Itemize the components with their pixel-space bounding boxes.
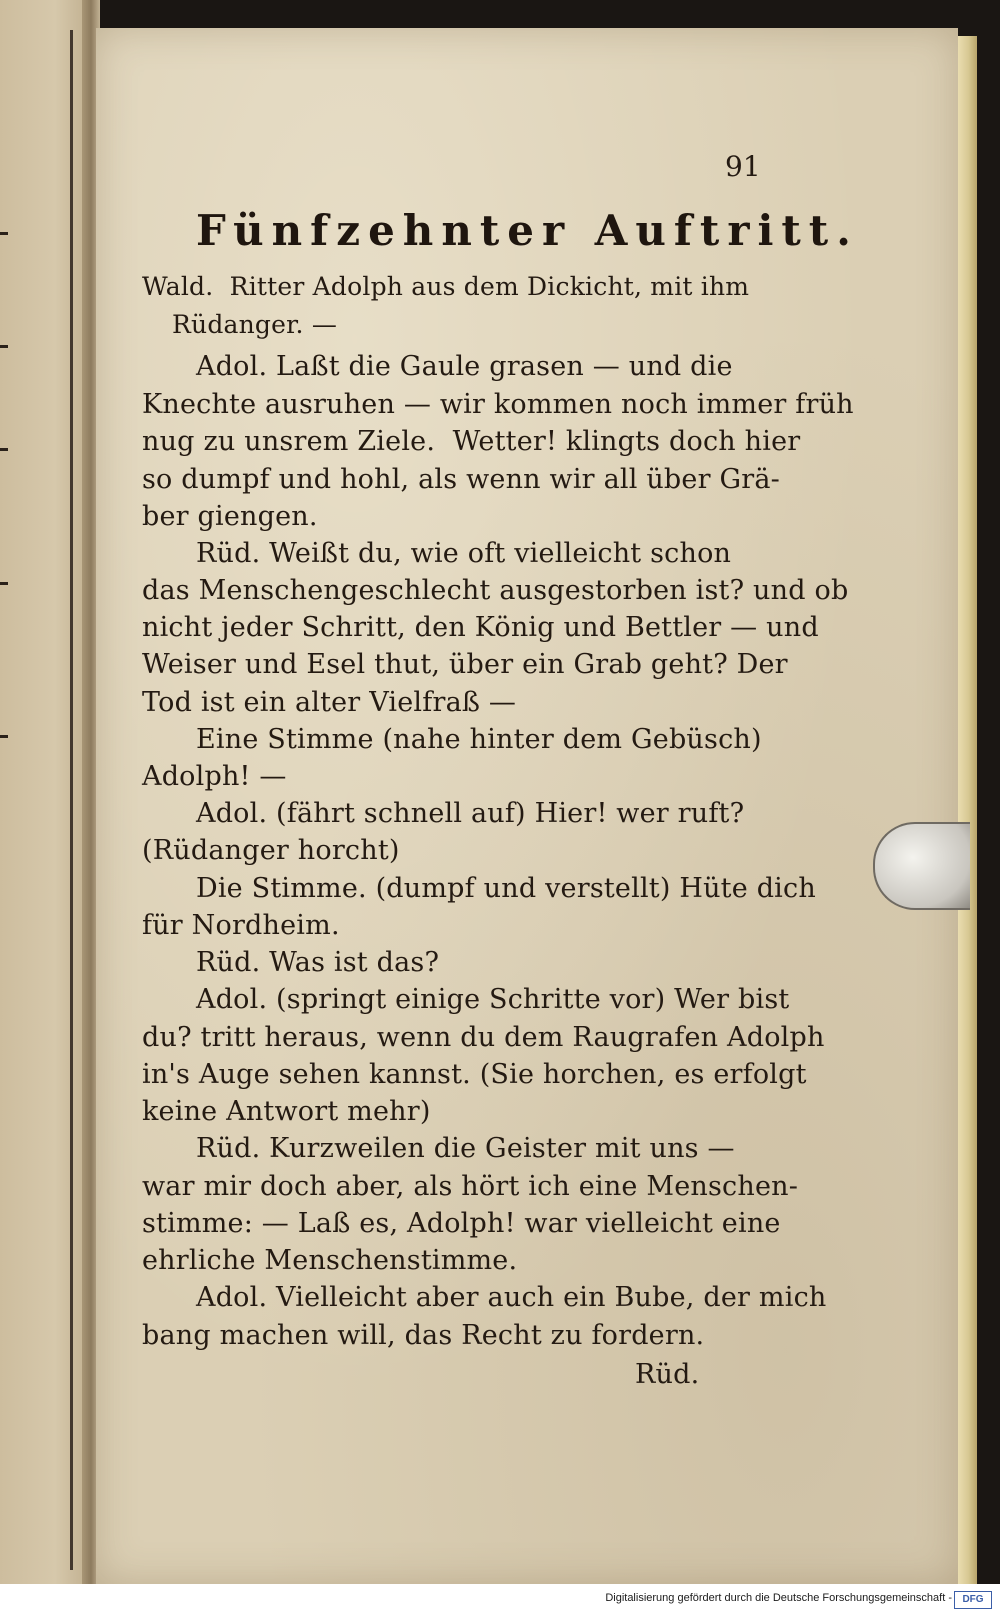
facing-page-rule [70, 30, 73, 1570]
facing-page-mark [0, 345, 8, 348]
catchword: Rüd. [635, 1359, 700, 1390]
text-line: Adol. Laßt die Gaule grasen — und die [196, 351, 733, 382]
text-line: du? tritt heraus, wenn du dem Raugrafen Adolph [142, 1022, 825, 1053]
text-line: für Nordheim. [142, 910, 340, 941]
text-line: nicht jeder Schritt, den König und Bettler — und [142, 612, 819, 643]
text-line: in's Auge sehen kannst. (Sie horchen, es erfolgt [142, 1059, 807, 1090]
dfg-logo: DFG [954, 1591, 992, 1609]
text-line: Adol. (fährt schnell auf) Hier! wer ruft? [196, 798, 745, 829]
stage-direction-line: Rüdanger. — [172, 310, 338, 339]
text-line: Adol. (springt einige Schritte vor) Wer bist [196, 984, 790, 1015]
text-line: Rüd. Weißt du, wie oft vielleicht schon [196, 538, 732, 569]
facing-page-mark [0, 582, 8, 585]
text-line: nug zu unsrem Ziele. Wetter! klingts doch hier [142, 426, 801, 457]
text-line: war mir doch aber, als hört ich eine Menschen- [142, 1171, 799, 1202]
facing-page-mark [0, 448, 8, 451]
scene-heading: Fünfzehnter Auftritt. [196, 206, 859, 255]
text-line: Rüd. Was ist das? [196, 947, 440, 978]
text-line: Adol. Vielleicht aber auch ein Bube, der mich [196, 1282, 827, 1313]
text-line: Weiser und Esel thut, über ein Grab geht? Der [142, 649, 788, 680]
facing-page-mark [0, 735, 8, 738]
text-line: keine Antwort mehr) [142, 1096, 431, 1127]
funding-notice: Digitalisierung gefördert durch die Deutsche Forschungsgemeinschaft - [605, 1592, 952, 1604]
footer-bar [0, 1584, 1000, 1617]
text-line: Adolph! — [142, 761, 287, 792]
facing-page-edge [0, 0, 92, 1600]
text-line: Tod ist ein alter Vielfraß — [142, 687, 517, 718]
text-line: so dumpf und hohl, als wenn wir all über Grä- [142, 464, 780, 495]
text-line: Rüd. Kurzweilen die Geister mit uns — [196, 1133, 735, 1164]
text-line: Knechte ausruhen — wir kommen noch immer früh [142, 389, 854, 420]
text-line: ehrliche Menschenstimme. [142, 1245, 518, 1276]
facing-page-mark [0, 232, 8, 235]
page-tab-marker [873, 822, 970, 910]
text-line: Eine Stimme (nahe hinter dem Gebüsch) [196, 724, 762, 755]
text-line: bang machen will, das Recht zu fordern. [142, 1320, 705, 1351]
page-number: 91 [725, 150, 761, 183]
page-stack-edge [955, 36, 977, 1584]
text-line: das Menschengeschlecht ausgestorben ist? und ob [142, 575, 849, 606]
text-line: stimme: — Laß es, Adolph! war vielleicht eine [142, 1208, 781, 1239]
text-line: Die Stimme. (dumpf und verstellt) Hüte dich [196, 873, 816, 904]
stage-direction-line: Wald. Ritter Adolph aus dem Dickicht, mit ihm [142, 272, 750, 301]
text-line: (Rüdanger horcht) [142, 835, 400, 866]
text-line: ber giengen. [142, 501, 318, 532]
